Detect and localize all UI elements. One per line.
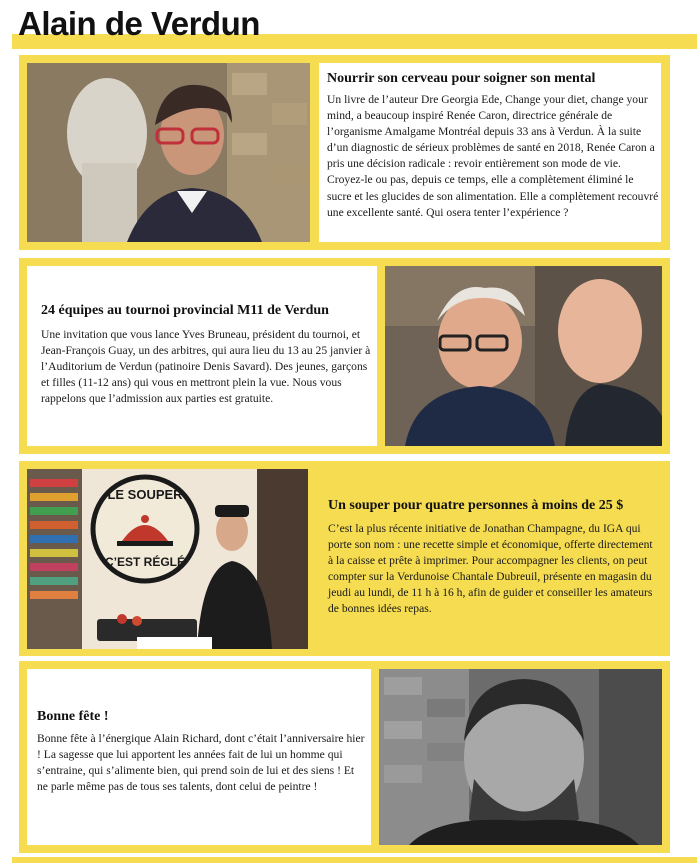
- article-headline: Bonne fête !: [37, 709, 109, 724]
- photo-woman-with-statue: [27, 63, 310, 242]
- page-title: Alain de Verdun: [18, 5, 260, 42]
- bottom-accent-bar: [12, 857, 697, 863]
- sign-text-bottom: C’EST RÉGLÉ: [104, 555, 186, 569]
- article-body: C’est la plus récente initiative de Jonathan Champagne, du IGA qui porte son nom : une recette simple et économique, offerte directement à la caisse et prête à imprimer. Pour accompagner les clients, on peut compter sur la Verdunoise Chantale Dubreuil, présente en magasin du jeudi au lundi, de 11 h à 16 h, afin de guider et conseiller les amateurs de bonnes idées repas.: [328, 522, 653, 616]
- article-headline: Un souper pour quatre personnes à moins de 25 $: [328, 498, 624, 513]
- article-text-panel: [316, 469, 662, 649]
- article-card-souper: [19, 461, 670, 656]
- article-card-nourrir: [19, 55, 670, 250]
- article-headline: Nourrir son cerveau pour soigner son mental: [327, 71, 596, 86]
- article-text-panel: [319, 63, 661, 242]
- article-body: Un livre de l’auteur Dre Georgia Ede, Change your diet, change your mind, a beaucoup inspiré Renée Caron, directrice générale de l’organisme Amalgame Montréal depuis 33 ans à Verdun. À la suite d’un diagnostic de sérieux problèmes de santé en 2018, Renée Caron a pris une décision radicale : revoir entièrement son mode de vie. Croyez-le ou pas, depuis ce temps, elle a complètement éliminé le sucre et les glucides de son alimentation. Elle a complètement recouvré une excellente santé. Qui osera tenter l’expérience ?: [327, 93, 659, 219]
- photo-grocery-store-sign: [27, 469, 308, 649]
- article-text-panel: [27, 669, 371, 845]
- article-card-tournoi: [19, 258, 670, 454]
- article-card-bonne-fete: [19, 661, 670, 853]
- sign-text-top: LE SOUPER: [107, 487, 183, 502]
- article-text-panel: [27, 266, 377, 446]
- photo-alain-richard: [379, 669, 662, 845]
- article-body: Bonne fête à l’énergique Alain Richard, dont c’était l’anniversaire hier ! La sagesse que lui apportent les années fait de lui un homme qui s’entraine, qui s’alimente bien, qui prend soin de lui et des siens ! Et ne parle même pas de tous ses talents, dont celui de peintre !: [37, 732, 365, 794]
- photo-two-men: [385, 266, 662, 446]
- article-headline: 24 équipes au tournoi provincial M11 de Verdun: [41, 303, 329, 318]
- article-body: Une invitation que vous lance Yves Bruneau, président du tournoi, et Jean-François Guay, un des arbitres, qui aura lieu du 13 au 25 janvier à l’Auditorium de Verdun (patinoire Denis Savard). Des jeunes, garçons et filles (11-12 ans) qui vous en mettront plein la vue. Nous vous rappelons que l’admission aux parties est gratuite.: [41, 328, 371, 406]
